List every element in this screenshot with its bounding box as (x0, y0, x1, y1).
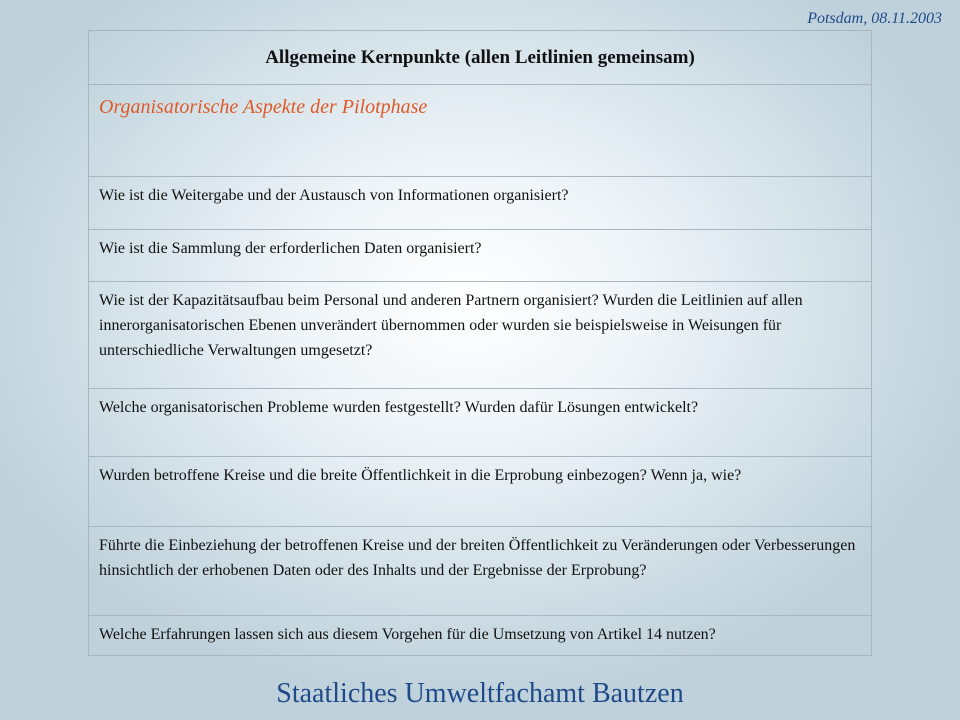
date-label: Potsdam, 08.11.2003 (807, 10, 942, 27)
section-heading: Organisatorische Aspekte der Pilotphase (89, 85, 871, 177)
organization-footer: Staatliches Umweltfachamt Bautzen (276, 678, 684, 709)
table-title: Allgemeine Kernpunkte (allen Leitlinien gemeinsam) (89, 31, 871, 85)
question-row: Wie ist der Kapazitätsaufbau beim Personal und anderen Partnern organisiert? Wurden die Leitlinien auf allen innerorganisatorischen Ebenen unverändert übernommen oder wurden sie beispielsweise in Weisungen für unterschiedliche Verwaltungen umgesetzt? (89, 282, 871, 389)
question-row: Führte die Einbeziehung der betroffenen Kreise und der breiten Öffentlichkeit zu Veränderungen oder Verbesserungen hinsichtlich der erhobenen Daten oder des Inhalts und der Ergebnisse der Erprobung? (89, 527, 871, 616)
question-row: Wie ist die Sammlung der erforderlichen Daten organisiert? (89, 230, 871, 282)
question-row: Wie ist die Weitergabe und der Austausch von Informationen organisiert? (89, 177, 871, 230)
question-row: Welche Erfahrungen lassen sich aus diesem Vorgehen für die Umsetzung von Artikel 14 nutzen? (99, 626, 716, 643)
question-row: Welche organisatorischen Probleme wurden festgestellt? Wurden dafür Lösungen entwickelt? (89, 389, 871, 457)
question-row: Wurden betroffene Kreise und die breite Öffentlichkeit in die Erprobung einbezogen? Wenn ja, wie? (89, 457, 871, 527)
key-points-table (88, 30, 872, 656)
